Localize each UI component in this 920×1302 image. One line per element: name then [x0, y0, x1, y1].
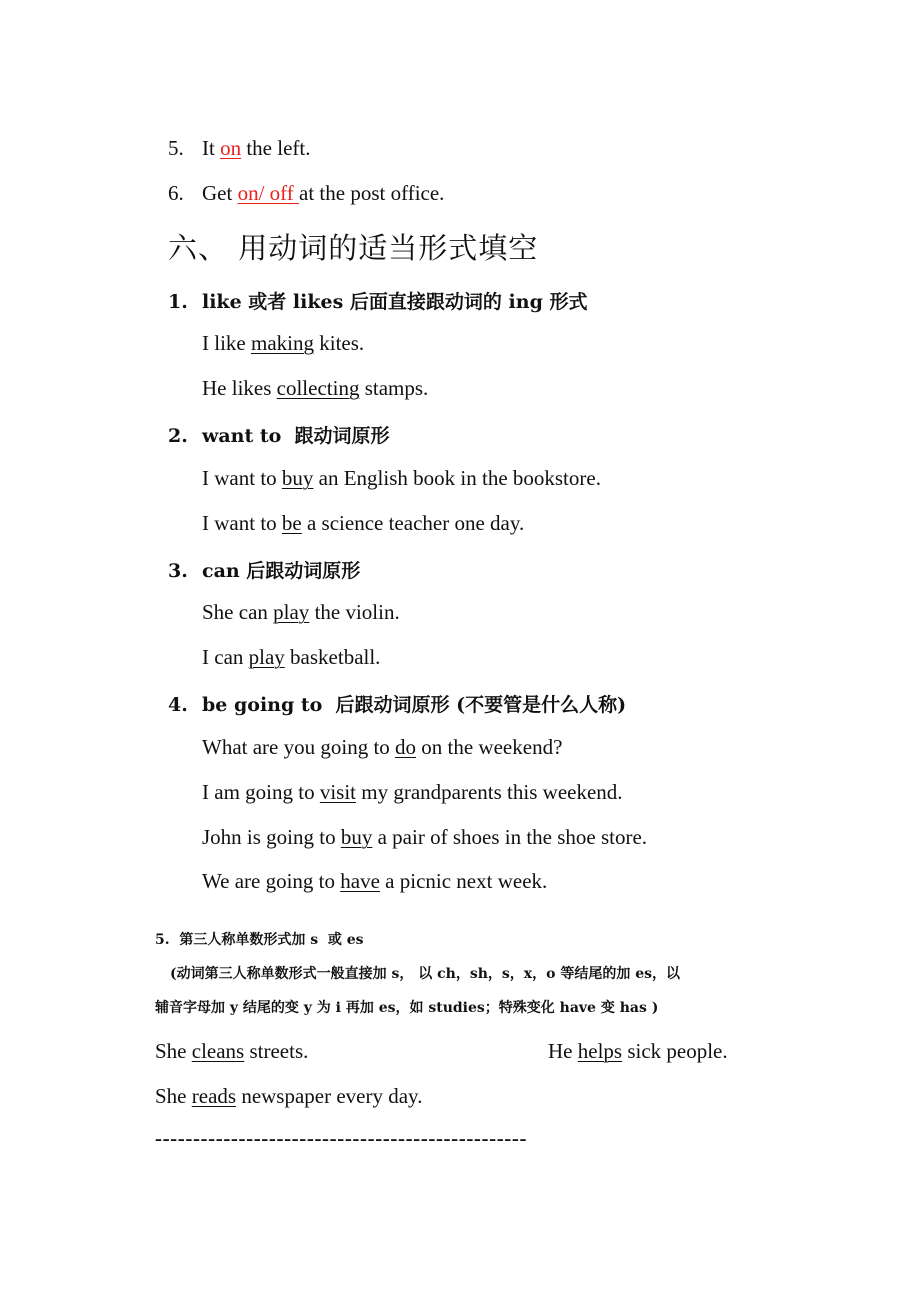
sentence-post: the violin. [309, 600, 400, 624]
sentence-pre: I am going to [202, 780, 320, 804]
example-sentence [202, 825, 647, 850]
rule-number: 1. [168, 291, 188, 313]
example-sentence [202, 466, 601, 491]
example-sentence [202, 376, 428, 401]
rule-number: 3. [168, 560, 188, 582]
sentence-post: streets. [244, 1039, 309, 1063]
answer-blank: collecting [276, 376, 360, 400]
sentence-pre: I can [202, 645, 249, 669]
sentence-pre: She [155, 1084, 192, 1108]
answer-blank: do [395, 735, 417, 759]
answer-blank: on [220, 136, 242, 160]
sentence-pre: I want to [202, 511, 282, 535]
answer-blank: on/ off [237, 181, 300, 205]
sentence-pre: She can [202, 600, 274, 624]
example-sentence [202, 600, 400, 625]
example-sentence [202, 511, 524, 536]
answer-blank: cleans [191, 1039, 245, 1063]
dashed-divider: ------------------------------------------------- [155, 1126, 528, 1150]
sentence-pre: He likes [202, 376, 277, 400]
rule-heading-2 [168, 421, 390, 448]
answer-blank: play [273, 600, 310, 624]
rule-number: 4. [168, 694, 188, 716]
sentence-pre: What are you going to [202, 735, 396, 759]
sentence-post: sick people. [622, 1039, 728, 1063]
example-sentence [202, 331, 364, 356]
rule-text: want to 跟动词原形 [202, 425, 390, 447]
rule-heading-3 [168, 556, 360, 583]
rule-heading-4 [168, 690, 626, 717]
rule-text: can 后跟动词原形 [202, 560, 361, 582]
sentence-post: kites. [313, 331, 365, 355]
sentence-post: the left. [241, 136, 311, 160]
answer-blank: reads [191, 1084, 237, 1108]
sentence-pre: He [548, 1039, 578, 1063]
sentence-post: basketball. [284, 645, 381, 669]
answer-blank: be [281, 511, 302, 535]
sentence-pre: John is going to [202, 825, 341, 849]
sentence-post: my grandparents this weekend. [356, 780, 623, 804]
example-sentence [202, 780, 623, 805]
sentence-pre: Get [202, 181, 238, 205]
rule-note-line-1: (动词第三人称单数形式一般直接加 s， 以 ch，sh，s，x，o 等结尾的加 es，以 [170, 966, 680, 982]
example-sentence [202, 645, 380, 670]
list-item-5 [168, 136, 310, 161]
example-sentence [202, 735, 562, 760]
item-number: 5. [168, 136, 184, 160]
rule-note-line-2: 辅音字母加 y 结尾的变 y 为 i 再加 es，如 studies；特殊变化 have 变 has ) [155, 1000, 659, 1016]
rule-text: like 或者 likes 后面直接跟动词的 ing 形式 [202, 291, 588, 313]
section-title: 六、 用动词的适当形式填空 [168, 231, 539, 265]
answer-blank: buy [281, 466, 314, 490]
sentence-pre: We are going to [202, 869, 341, 893]
example-sentence [155, 1084, 422, 1109]
sentence-pre: I like [202, 331, 251, 355]
sentence-post: a science teacher one day. [301, 511, 525, 535]
sentence-post: newspaper every day. [236, 1084, 423, 1108]
rule-text: be going to 后跟动词原形 (不要管是什么人称) [202, 694, 627, 716]
answer-blank: play [248, 645, 285, 669]
answer-blank: helps [577, 1039, 623, 1063]
sentence-post: a pair of shoes in the shoe store. [372, 825, 648, 849]
rule-number: 2. [168, 425, 188, 447]
answer-blank: visit [319, 780, 357, 804]
sentence-post: stamps. [359, 376, 429, 400]
sentence-pre: It [202, 136, 221, 160]
example-sentence [548, 1039, 728, 1064]
example-sentence [202, 869, 547, 894]
sentence-post: at the post office. [299, 181, 445, 205]
item-number: 6. [168, 181, 184, 205]
rule-heading-5: 5. 第三人称单数形式加 s 或 es [155, 932, 364, 948]
sentence-post: an English book in the bookstore. [313, 466, 601, 490]
sentence-pre: She [155, 1039, 192, 1063]
answer-blank: making [250, 331, 314, 355]
sentence-post: a picnic next week. [379, 869, 548, 893]
sentence-pre: I want to [202, 466, 282, 490]
example-sentence [155, 1039, 308, 1064]
list-item-6 [168, 181, 444, 206]
sentence-post: on the weekend? [416, 735, 563, 759]
answer-blank: have [340, 869, 380, 893]
answer-blank: buy [340, 825, 373, 849]
rule-heading-1 [168, 287, 587, 314]
